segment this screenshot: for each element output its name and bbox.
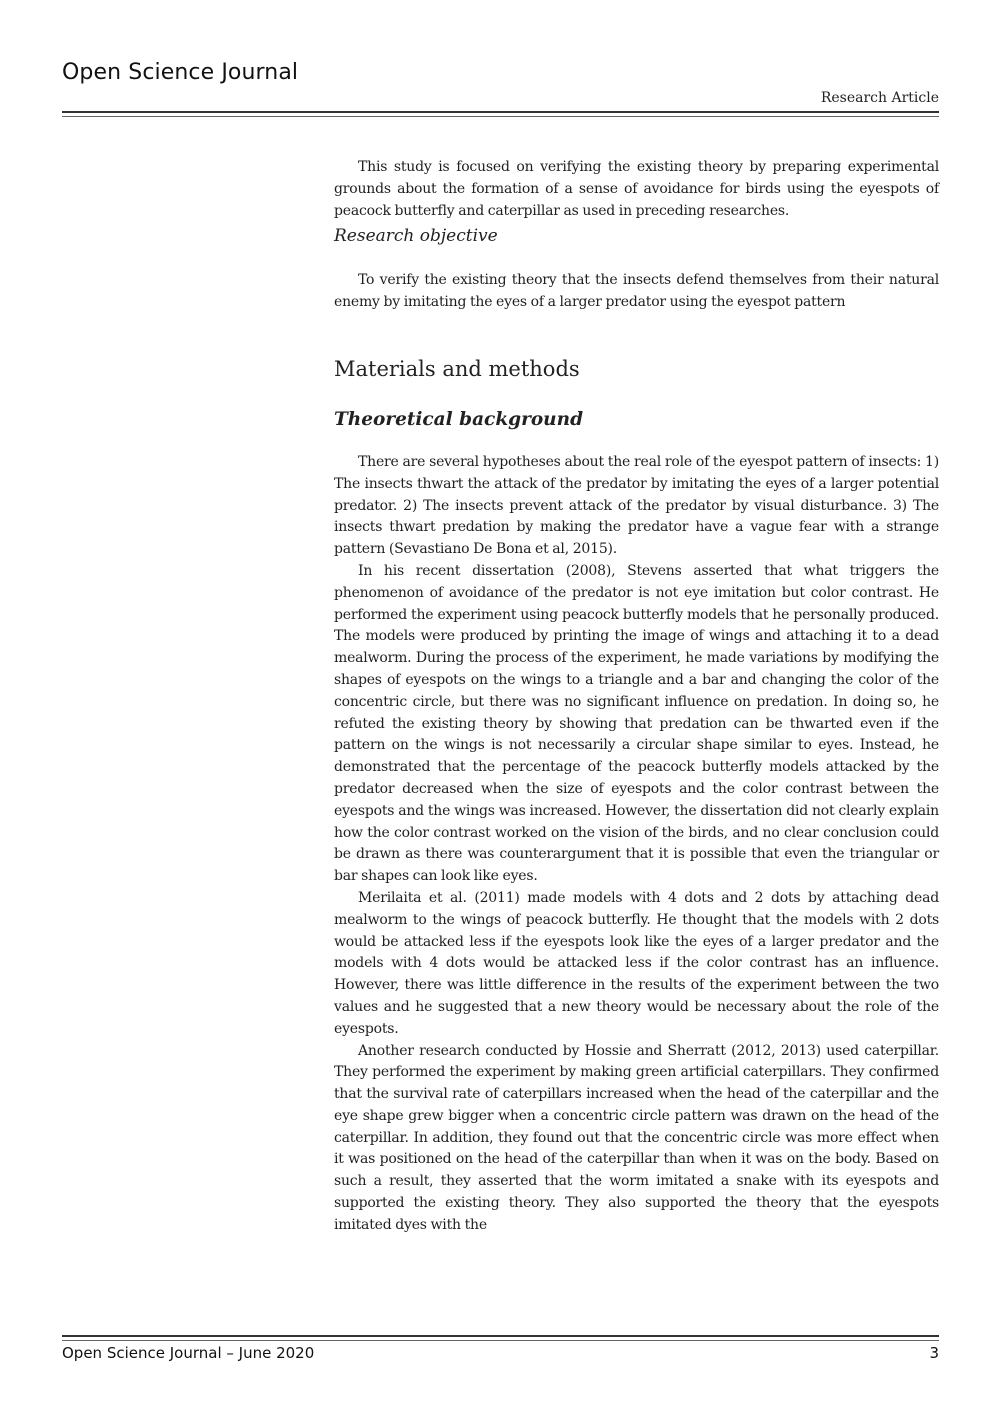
- objective-paragraph: To verify the existing theory that the insects defend themselves from their natural enemy by imitating the eyes of a larger predator using the eyespot pattern: [334, 272, 939, 311]
- body-paragraph-3: Merilaita et al. (2011) made models with 4 dots and 2 dots by attaching dead mealworm to the wings of peacock butterfly. He thought that the models with 2 dots would be attacked less if the eyespots look like the eyes of a larger predator and the models with 4 dots would be attacked less if the color contrast has an influence. However, there was little difference in the results of the experiment between the two values and he suggested that a new theory would be necessary about the role of the eyespots.: [334, 889, 939, 1037]
- article-body: [334, 157, 939, 1237]
- page-number: 3: [929, 1344, 939, 1362]
- body-paragraph-1: There are several hypotheses about the real role of the eyespot pattern of insects: 1) The insects thwart the attack of the predator by imitating the eyes of a larger potential predator. 2) The insects prevent attack of the predator by visual disturbance. 3) The insects thwart predation by making the predator have a vague fear with a strange pattern (Sevastiano De Bona et al, 2015).: [334, 453, 939, 558]
- research-objective-heading: Research objective: [334, 226, 498, 247]
- article-type-label: Research Article: [820, 90, 939, 106]
- footer-rule-thick: [62, 1335, 939, 1337]
- header-rule-thick: [62, 111, 939, 113]
- footer-journal-date: Open Science Journal – June 2020: [62, 1344, 315, 1362]
- footer-rule-thin: [62, 1340, 939, 1341]
- intro-paragraph: This study is focused on verifying the existing theory by preparing experimental grounds about the formation of a sense of avoidance for birds using the eyespots of peacock butterfly and caterpillar as used in preceding researches.: [334, 159, 939, 219]
- journal-title: Open Science Journal: [62, 60, 299, 85]
- header-rule-thin: [62, 116, 939, 117]
- subsection-heading-theoretical-background: Theoretical background: [334, 408, 584, 430]
- body-paragraph-4: Another research conducted by Hossie and Sherratt (2012, 2013) used caterpillar. They performed the experiment by making green artificial caterpillars. They confirmed that the survival rate of caterpillars increased when the head of the caterpillar and the eye shape grew bigger when a concentric circle pattern was drawn on the head of the caterpillar. In addition, they found out that the concentric circle was more effect when it was positioned on the head of the caterpillar than when it was on the body. Based on such a result, they asserted that the worm imitated a snake with its eyespots and supported the existing theory. They also supported the theory that the eyespots imitated dyes with the: [334, 1042, 939, 1233]
- section-heading-materials-methods: Materials and methods: [334, 356, 580, 381]
- body-paragraph-2: In his recent dissertation (2008), Stevens asserted that what triggers the phenomenon of avoidance of the predator is not eye imitation but color contrast. He performed the experiment using peacock butterfly models that he personally produced. The models were produced by printing the image of wings and attaching it to a dead mealworm. During the process of the experiment, he made variations by modifying the shapes of eyespots on the wings to a triangle and a bar and changing the color of the concentric circle, but there was no significant influence on predation. In doing so, he refuted the existing theory by showing that predation can be thwarted even if the pattern on the wings is not necessarily a circular shape similar to eyes. Instead, he demonstrated that the percentage of the peacock butterfly models attacked by the predator decreased when the size of eyespots and the color contrast between the eyespots and the wings was increased. However, the dissertation did not clearly explain how the color contrast worked on the vision of the birds, and no clear conclusion could be drawn as there was counterargument that it is possible that even the triangular or bar shapes can look like eyes.: [334, 562, 939, 885]
